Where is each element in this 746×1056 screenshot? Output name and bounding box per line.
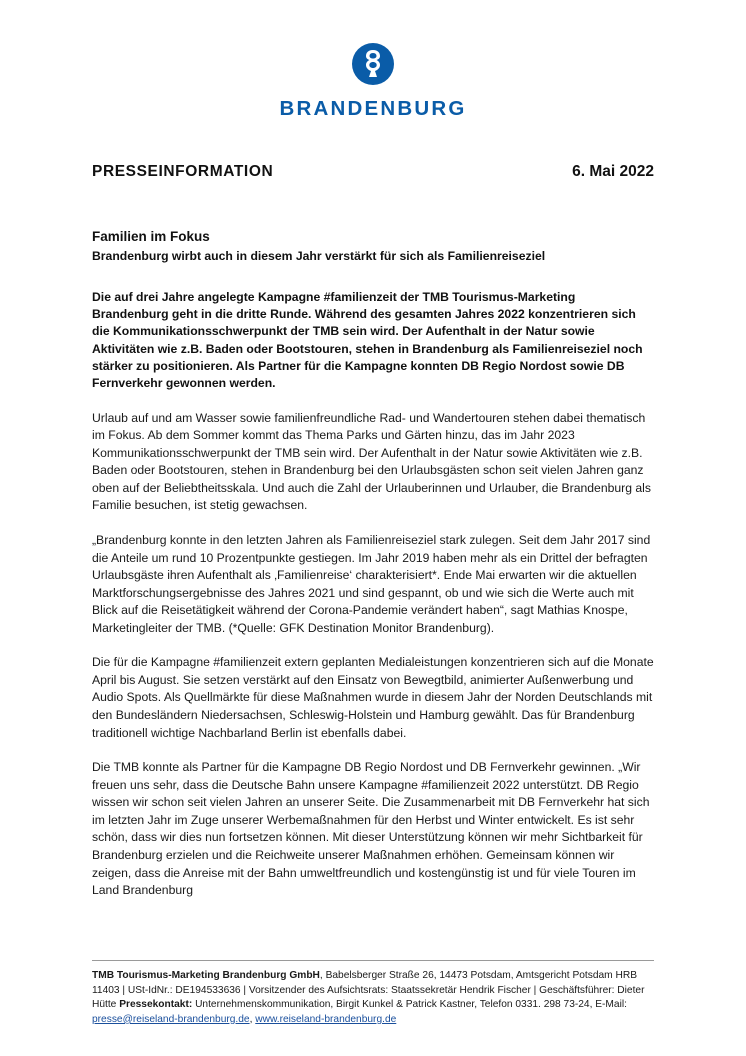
article-paragraph: Die TMB konnte als Partner für die Kampagne DB Regio Nordost und DB Fernverkehr gewinnen. „Wir freuen uns sehr, dass die Deutsche Bahn unsere Kampagne #familienzeit 2022 unterstützt. DB Regio wissen wir schon seit vielen Jahren an unserer Seite. Die Zusammenarbeit mit DB Fernverkehr hat sich im letzten Jahr im Zuge unserer Werbemaßnahmen für den Herbst und Winter entwickelt. Es ist sehr schön, dass wir dies nun fortsetzen können. Mit dieser Unterstützung können wir mehr Sichtbarkeit für Brandenburg erzielen und die Reichweite unserer Maßnahmen erhöhen. Gemeinsam können wir zeigen, dass die Anreise mit der Bahn umweltfreundlich und kostengünstig ist und für viele Touren im Land Brandenburg <box>92 760 650 898</box>
footer-press-contact-text: Unternehmenskommunikation, Birgit Kunkel & Patrick Kastner, Telefon 0331. 298 73-24, E-Mail: <box>192 999 627 1011</box>
article-paragraph: Die für die Kampagne #familienzeit extern geplanten Medialeistungen konzentrieren sich auf die Monate April bis August. Sie setzen verstärkt auf den Einsatz von Bewegtbild, animierter Außenwerbung und Audio Spots. Als Quellmärkte für diese Maßnahmen wurde in diesem Jahr der Norden Deutschlands mit den Bundesländern Niedersachsen, Schleswig-Holstein und Hamburg gewählt. Das für Brandenburg traditionell wichtige Nachbarland Berlin ist ebenfalls dabei. <box>92 655 654 740</box>
footer-press-contact-label: Pressekontakt: <box>119 999 193 1011</box>
article-paragraph: „Brandenburg konnte in den letzten Jahren als Familienreiseziel stark zulegen. Seit dem Jahr 2017 sind die Anteile um rund 10 Prozentpunkte gestiegen. Im Jahr 2019 haben mehr als ein Drittel der befragten Urlaubsgäste ihren Aufenthalt als ‚Familienreise‘ charakterisiert*. Ende Mai erwarten wir die aktuellen Marktforschungsergebnisse des Jahres 2021 und sind gespannt, ob und wie sich die Werte auch mit Blick auf die Reisetätigkeit während der Corona-Pandemie verändert haben“, sagt Mathias Knospe, Marketingleiter der TMB. (*Quelle: GFK Destination Monitor Brandenburg). <box>92 532 651 635</box>
article-paragraph: Urlaub auf und am Wasser sowie familienfreundliche Rad- und Wandertouren stehen dabei thematisch im Fokus. Ab dem Sommer kommt das Thema Parks und Gärten hinzu, das im Jahr 2023 Kommunikationsschwerpunkt der TMB sein wird. Der Aufenthalt in der Natur sowie Aktivitäten wie z.B. Baden oder Bootstouren, stehen in Brandenburg bei den Urlaubsgästen schon seit vielen Jahren ganz oben auf der Beliebtheitsskala. Und auch die Zahl der Urlauberinnen und Urlauber, die Brandenburg als Familie besuchen, ist stetig gewachsen. <box>92 410 651 513</box>
press-information-label: PRESSEINFORMATION <box>92 163 274 180</box>
footer-email-link[interactable]: presse@reiseland-brandenburg.de <box>92 1013 250 1025</box>
brandenburg-wordmark: BRANDENBURG <box>279 97 467 120</box>
press-date: 6. Mai 2022 <box>572 163 654 180</box>
press-header-row <box>92 163 654 181</box>
footer-separator: , <box>249 1013 256 1025</box>
document-content <box>92 0 654 900</box>
footer-website-link[interactable]: www.reiseland-brandenburg.de <box>255 1013 397 1025</box>
article-lead-paragraph: Die auf drei Jahre angelegte Kampagne #familienzeit der TMB Tourismus-Marketing Brandenburg geht in die dritte Runde. Während des gesamten Jahres 2022 konzentrieren sich die Kommunikationsschwerpunkt der TMB sein wird. Der Aufenthalt in der Natur sowie Aktivitäten wie z.B. Baden oder Bootstouren, stehen in Brandenburg als Familienreiseziel noch stärker zu positionieren. Als Partner für die Kampagne konnten DB Regio Nordost sowie DB Fernverkehr gewonnen werden. <box>92 289 643 391</box>
footer-imprint <box>92 960 654 1027</box>
footer-company-name: TMB Tourismus-Marketing Brandenburg GmbH <box>92 970 320 981</box>
footer-address: , Babelsberger Straße 26, 14473 Potsdam, Amtsgericht Potsdam HRB 11403 | USt-IdNr.: DE194533636 | Vorsitzender des Aufsichtsrats: Staatssekretär Hendrik Fischer | Geschäftsführer: Dieter Hütte <box>92 970 645 1011</box>
article-subheadline: Brandenburg wirbt auch in diesem Jahr verstärkt für sich als Familienreiseziel <box>92 249 546 263</box>
article-headline: Familien im Fokus <box>92 229 210 244</box>
